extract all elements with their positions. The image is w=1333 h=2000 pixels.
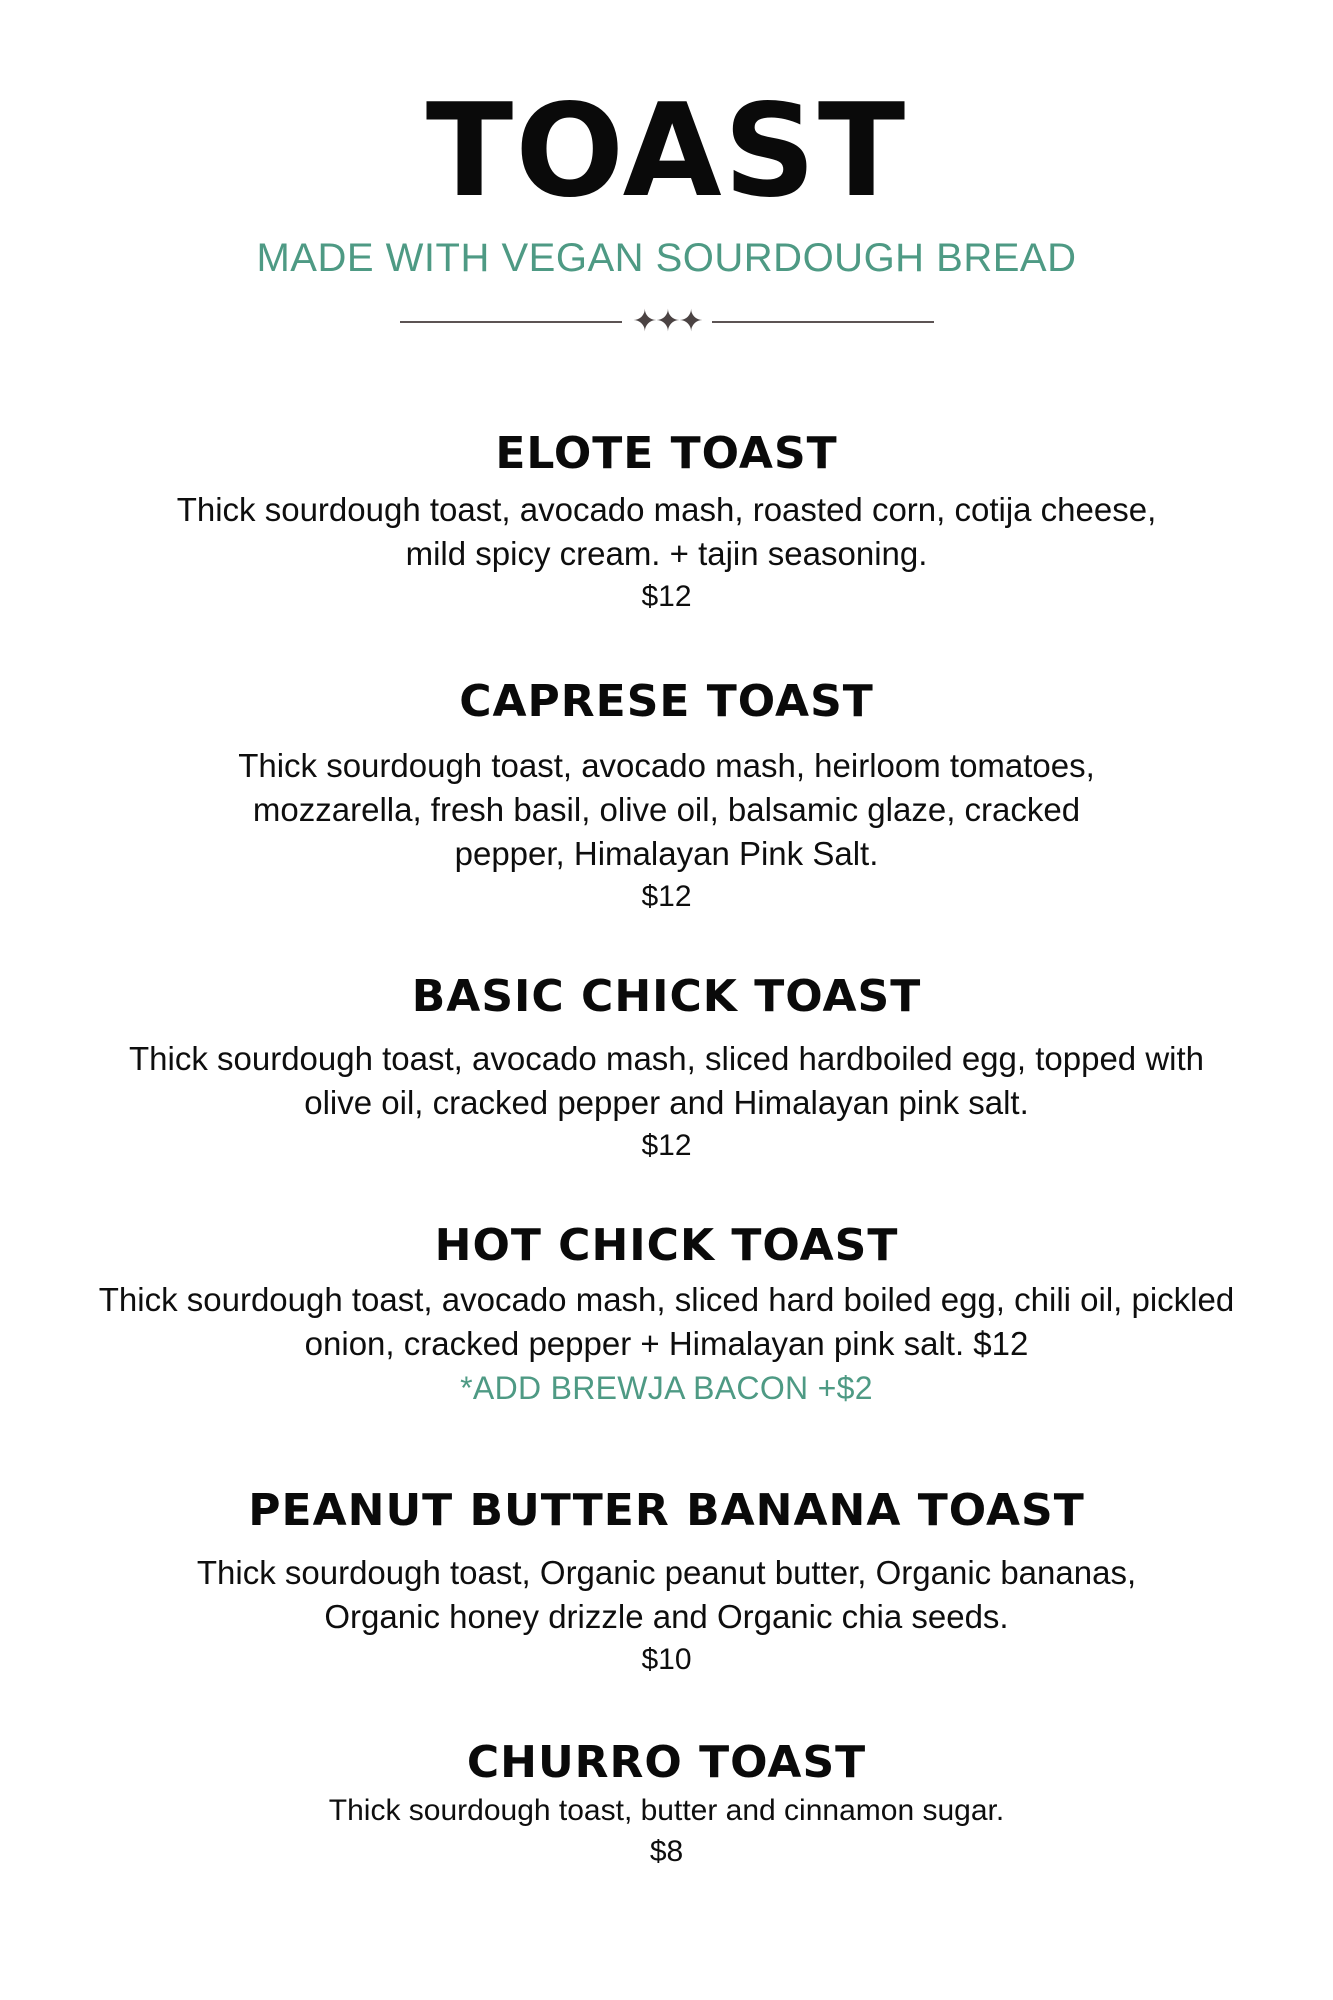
item-price: $12 <box>641 880 692 913</box>
item-price: $12 <box>641 580 692 613</box>
item-description: Thick sourdough toast, butter and cinnamon sugar. <box>328 1794 1005 1827</box>
item-name: CHURRO TOAST <box>466 1737 867 1788</box>
item-description: Thick sourdough toast, avocado mash, sliced hard boiled egg, chili oil, pickled onion, cracked pepper + Himalayan pink salt. $12 <box>98 1281 1235 1362</box>
item-price: $10 <box>641 1643 692 1676</box>
item-price: $12 <box>641 1129 692 1162</box>
sparkle-stars-icon: ✦✦✦ <box>632 304 702 339</box>
item-description: Thick sourdough toast, avocado mash, heirloom tomatoes, mozzarella, fresh basil, olive oil, balsamic glaze, cracked pepper, Himalayan Pink Salt. <box>238 747 1095 872</box>
divider-line-left <box>400 321 622 323</box>
item-description: Thick sourdough toast, avocado mash, sliced hardboiled egg, topped with olive oil, cracked pepper and Himalayan pink salt. <box>129 1040 1204 1121</box>
menu-item-caprese-toast <box>0 674 1333 918</box>
page-subtitle: MADE WITH VEGAN SOURDOUGH BREAD <box>256 236 1077 280</box>
item-name: BASIC CHICK TOAST <box>411 971 922 1022</box>
item-price: $8 <box>649 1835 684 1868</box>
item-name: ELOTE TOAST <box>495 428 838 479</box>
item-name: HOT CHICK TOAST <box>434 1220 899 1271</box>
item-addon: *ADD BREWJA BACON +$2 <box>460 1370 873 1406</box>
item-description: Thick sourdough toast, Organic peanut butter, Organic bananas, Organic honey drizzle and Organic chia seeds. <box>196 1554 1137 1635</box>
menu-item-hot-chick-toast <box>0 1218 1333 1410</box>
divider-line-right <box>712 321 934 323</box>
ornament-divider <box>400 304 934 340</box>
item-description: Thick sourdough toast, avocado mash, roasted corn, cotija cheese, mild spicy cream. + tajin seasoning. <box>176 491 1157 572</box>
item-name: CAPRESE TOAST <box>459 676 874 727</box>
menu-item-elote-toast <box>0 426 1333 618</box>
menu-item-churro-toast <box>0 1735 1333 1873</box>
menu-item-basic-chick-toast <box>0 969 1333 1167</box>
menu-item-peanut-butter-banana-toast <box>0 1483 1333 1681</box>
item-name: PEANUT BUTTER BANANA TOAST <box>248 1485 1085 1536</box>
page-title: TOAST <box>425 77 908 226</box>
